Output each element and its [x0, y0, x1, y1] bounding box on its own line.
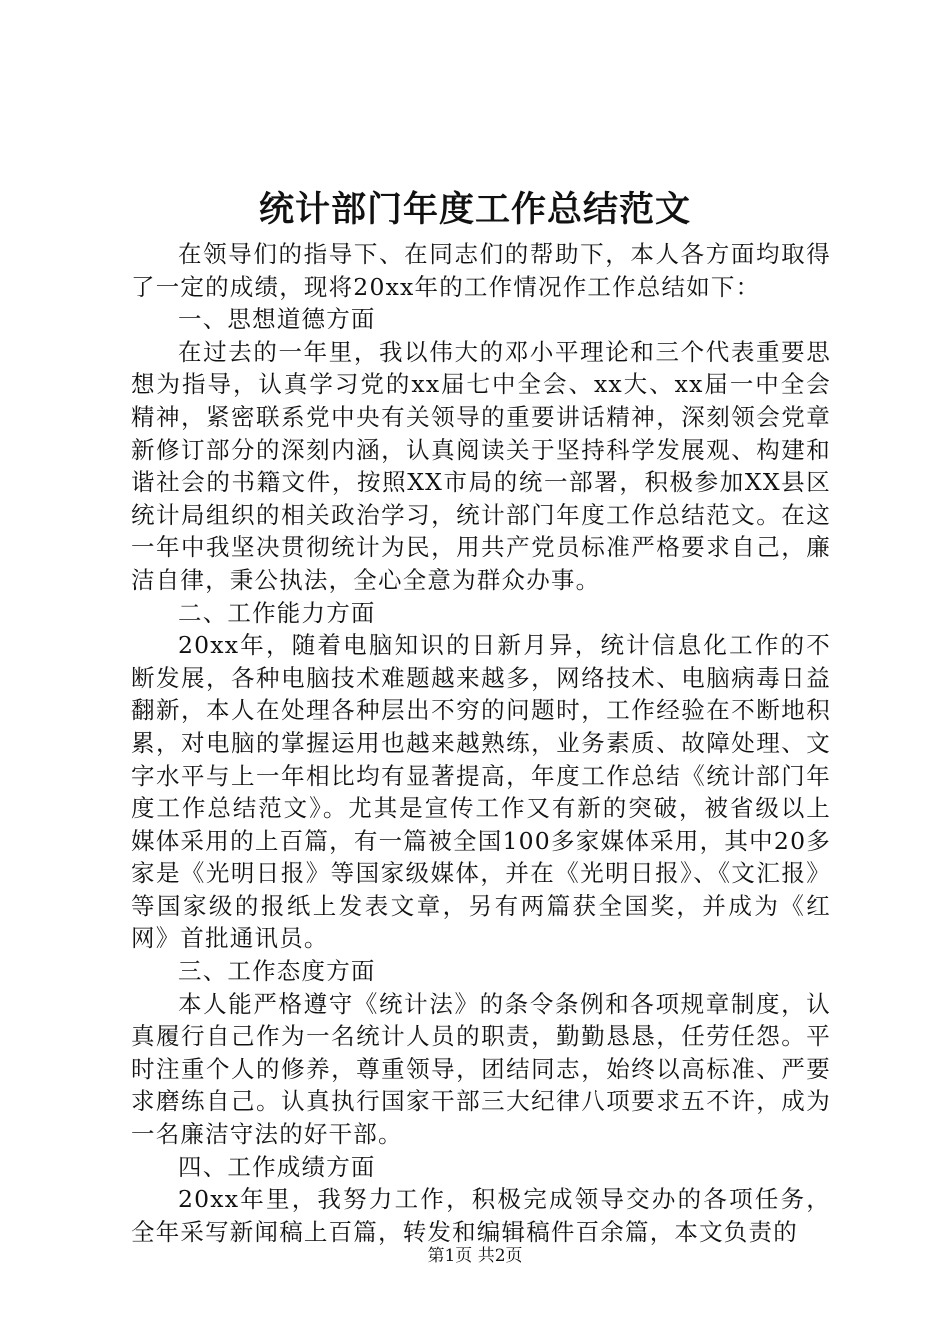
- attitude-paragraph: 本人能严格遵守《统计法》的条令条例和各项规章制度，认真履行自己作为一名统计人员的职责，勤勤恳恳，任劳任怨。平时注重个人的修养，尊重领导，团结同志，始终以高标准、严要求磨练自己。认真执行国家干部三大纪律八项要求五不许，成为一名廉洁守法的好干部。: [131, 989, 831, 1149]
- section-heading-ability: 二、工作能力方面: [178, 598, 376, 627]
- achievement-paragraph: 20xx年里，我努力工作，积极完成领导交办的各项任务，全年采写新闻稿上百篇，转发和编辑稿件百余篇，本文负责的: [131, 1185, 831, 1246]
- ideology-paragraph: 在过去的一年里，我以伟大的邓小平理论和三个代表重要思想为指导，认真学习党的xx届七中全会、xx大、xx届一中全会精神，紧密联系党中央有关领导的重要讲话精神，深刻领会党章新修订部分的深刻内涵，认真阅读关于坚持科学发展观、构建和谐社会的书籍文件，按照XX市局的统一部署，积极参加XX县区统计局组织的相关政治学习，统计部门年度工作总结范文。在这一年中我坚决贯彻统计为民，用共产党员标准严格要求自己，廉洁自律，秉公执法，全心全意为群众办事。: [131, 337, 831, 594]
- section-heading-attitude: 三、工作态度方面: [178, 957, 376, 986]
- page-title: 统计部门年度工作总结范文: [258, 189, 691, 230]
- document-body: [131, 238, 831, 1248]
- intro-paragraph: 在领导们的指导下、在同志们的帮助下，本人各方面均取得了一定的成绩，现将20xx年的工作情况作工作总结如下：: [131, 240, 831, 301]
- section-heading-ideology: 一、思想道德方面: [178, 305, 376, 334]
- page-number-footer: 第1页 共2页: [427, 1246, 523, 1266]
- section-heading-achievement: 四、工作成绩方面: [178, 1152, 376, 1181]
- ability-paragraph: 20xx年，随着电脑知识的日新月异，统计信息化工作的不断发展，各种电脑技术难题越来越多，网络技术、电脑病毒日益翻新，本人在处理各种层出不穷的问题时，工作经验在不断地积累，对电脑的掌握运用也越来越熟练，业务素质、故障处理、文字水平与上一年相比均有显著提高，年度工作总结《统计部门年度工作总结范文》。尤其是宣传工作又有新的突破，被省级以上媒体采用的上百篇，有一篇被全国100多家媒体采用，其中20多家是《光明日报》等国家级媒体，并在《光明日报》、《文汇报》等国家级的报纸上发表文章，另有两篇获全国奖，并成为《红网》首批通讯员。: [131, 631, 831, 953]
